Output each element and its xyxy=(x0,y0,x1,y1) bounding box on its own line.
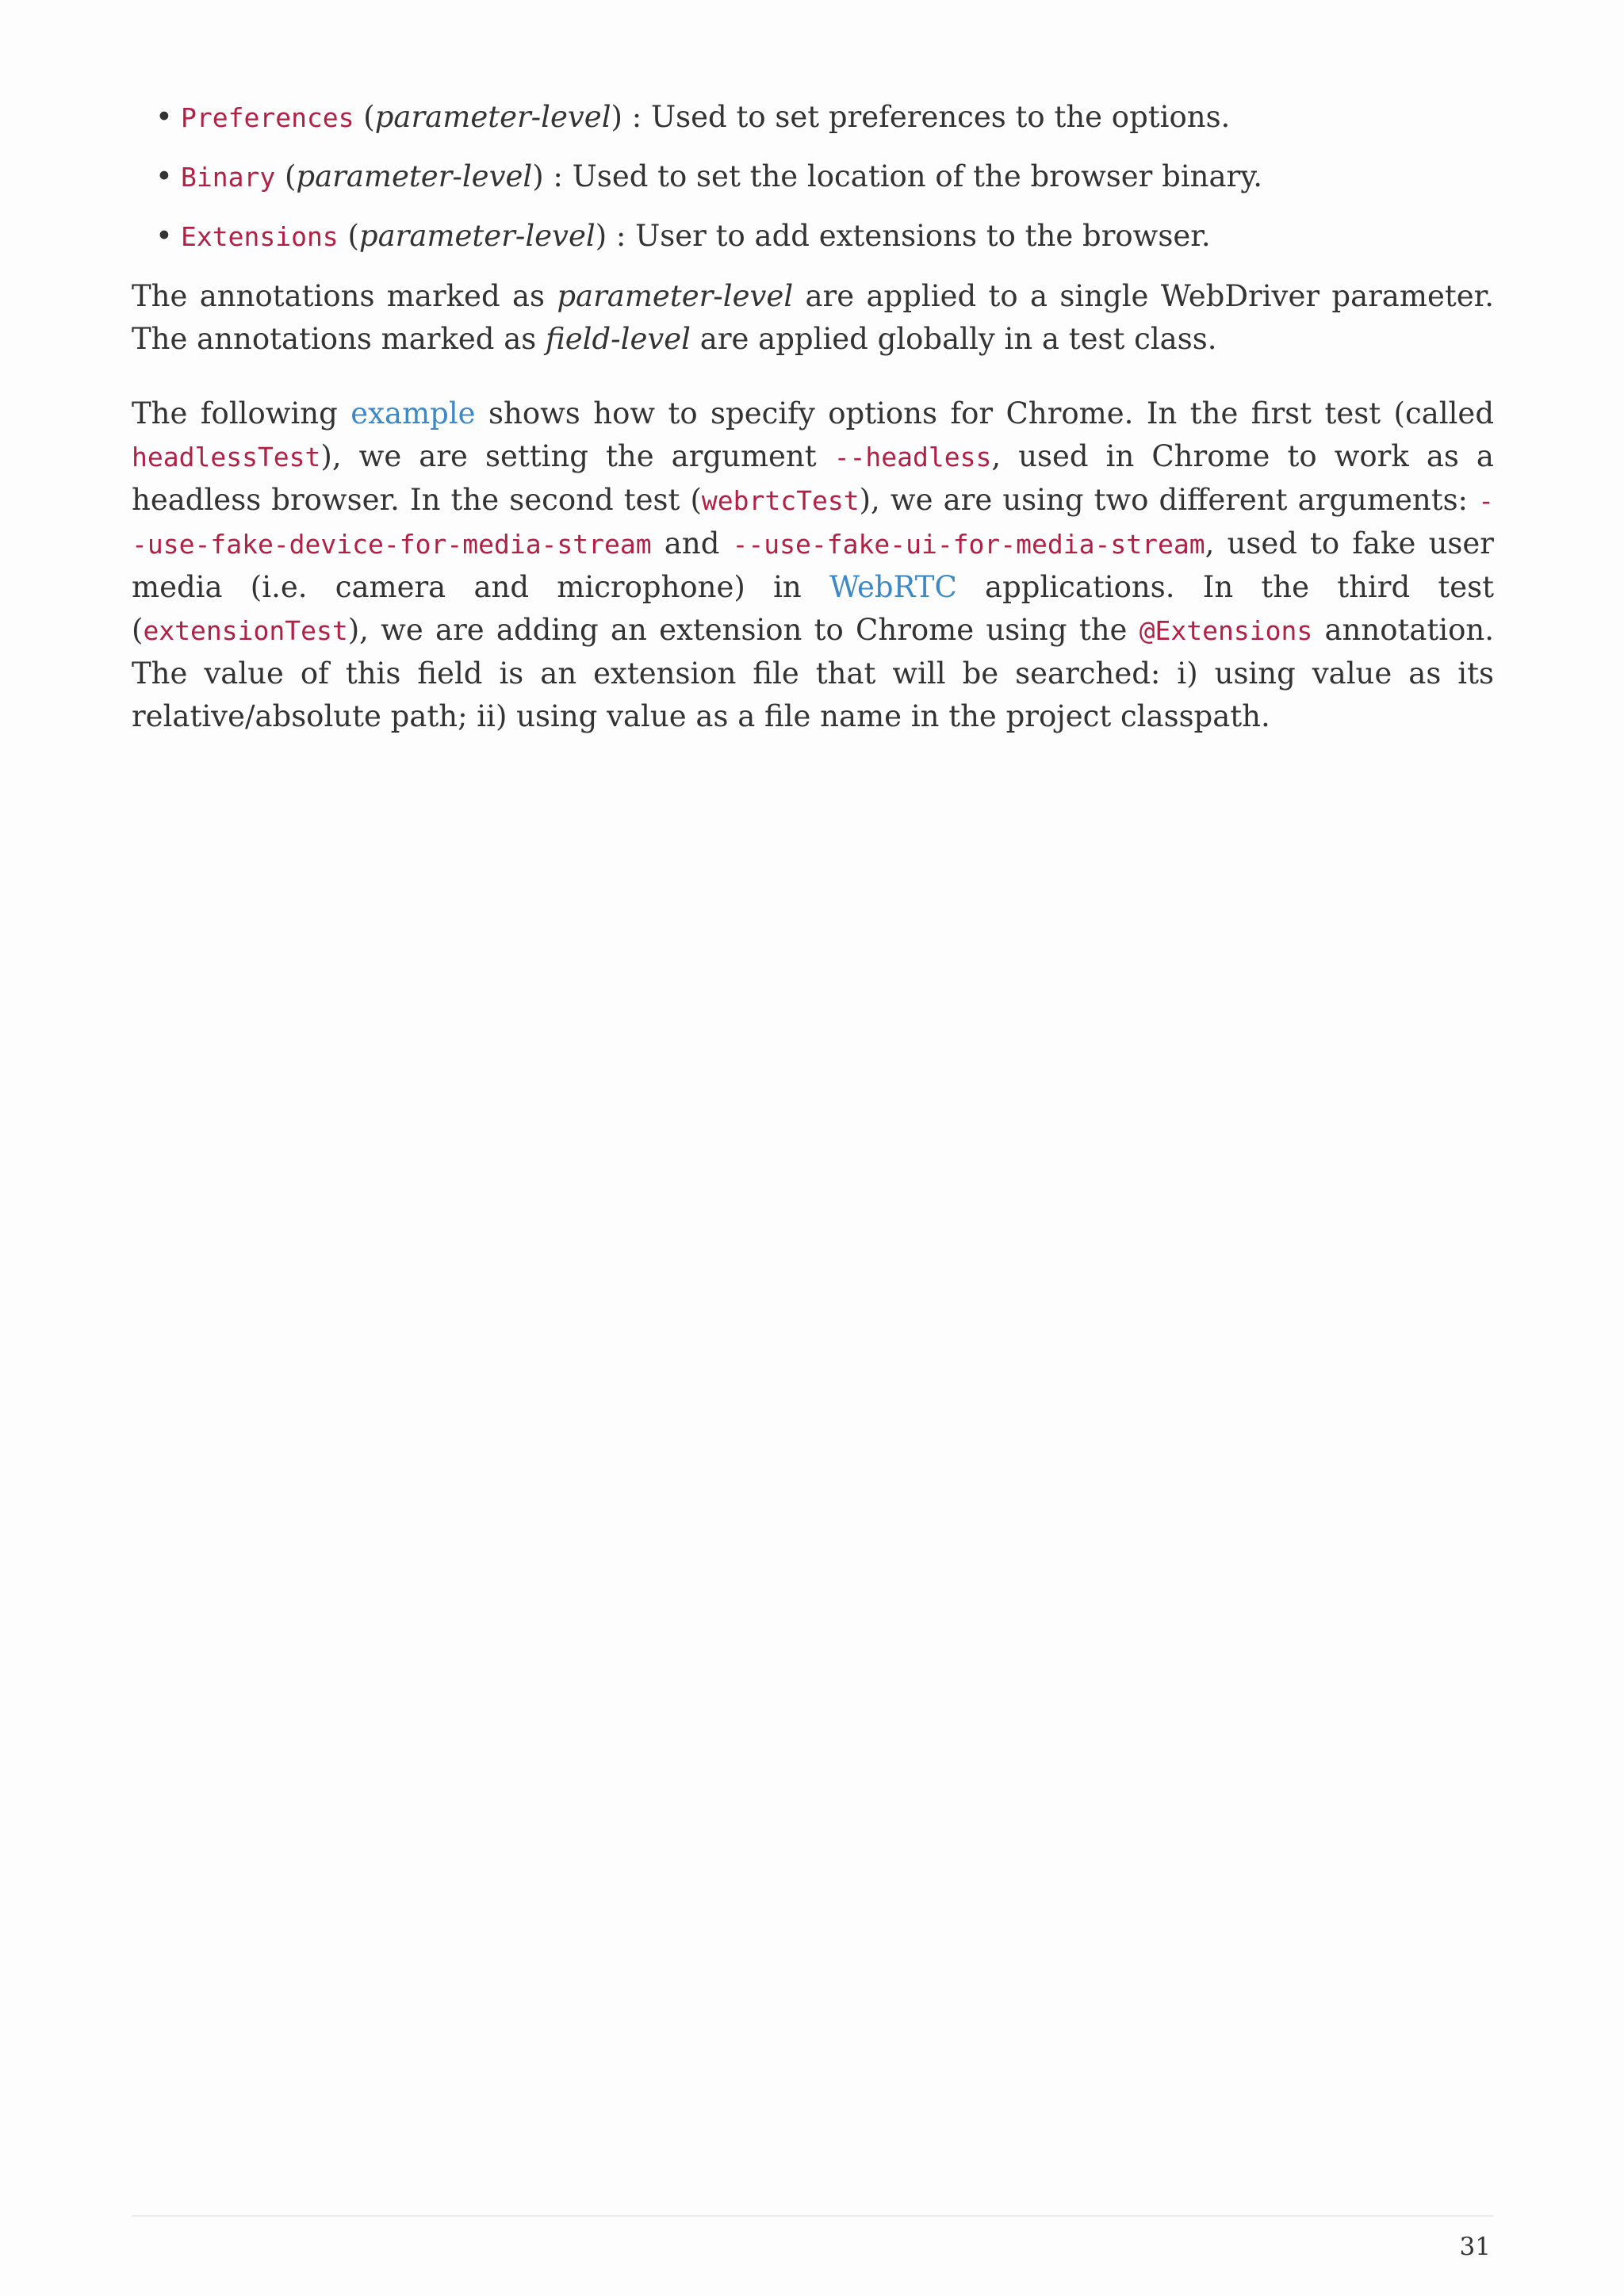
bullet-icon: • xyxy=(155,219,173,253)
bullet-icon: • xyxy=(155,100,173,134)
open-paren: ( xyxy=(354,100,375,134)
text-span: The following xyxy=(132,396,351,430)
annotation-levels-paragraph xyxy=(132,275,1494,361)
code-headless-arg: --headless xyxy=(833,442,992,473)
item-description: ) : Used to set preferences to the options. xyxy=(611,100,1231,134)
text-span: annotation. The value of this field is an extension file that will be searched: i) using value as its relative/absolute path; ii) using value as a file name in the project classpath. xyxy=(132,613,1494,733)
text-span: The annotations marked as xyxy=(132,279,557,313)
level-label: parameter-level xyxy=(374,100,611,134)
text-span: ), we are using two different arguments: xyxy=(859,483,1479,517)
text-span: ), we are adding an extension to Chrome using the xyxy=(347,613,1139,647)
bullet-icon: • xyxy=(155,159,173,193)
emphasis-field-level: field-level xyxy=(546,322,691,356)
code-webrtc-test: webrtcTest xyxy=(701,485,860,516)
webrtc-link[interactable]: WebRTC xyxy=(829,570,957,604)
text-span: are applied to a single WebDriver parameter. The annotations marked as xyxy=(132,279,1494,356)
options-list xyxy=(132,97,1494,258)
text-span: , used in Chrome to work as a headless browser. In the second test ( xyxy=(132,439,1494,517)
code-fake-ui-arg: --use-fake-ui-for-media-stream xyxy=(732,529,1205,560)
chrome-options-paragraph xyxy=(132,392,1494,738)
code-binary: Binary xyxy=(181,162,276,193)
open-paren: ( xyxy=(275,159,297,193)
code-fake-device-arg: --use-fake-device-for-media-stream xyxy=(132,485,1495,560)
text-span: , used to fake user media (i.e. camera and microphone) in xyxy=(132,526,1494,604)
page-number: 31 xyxy=(1459,2233,1491,2261)
code-extensions-annotation: @Extensions xyxy=(1139,615,1313,646)
footer-divider xyxy=(132,2215,1494,2217)
emphasis-parameter-level: parameter-level xyxy=(557,279,794,313)
list-item xyxy=(155,97,1494,139)
example-link[interactable]: example xyxy=(350,396,476,430)
open-paren: ( xyxy=(338,219,359,253)
code-extension-test: extensionTest xyxy=(143,615,348,646)
item-description: ) : Used to set the location of the browser binary. xyxy=(532,159,1262,193)
text-span: applications. In the third test ( xyxy=(132,570,1494,647)
text-span: shows how to specify options for Chrome. In the first test (called xyxy=(475,396,1495,430)
level-label: parameter-level xyxy=(358,219,596,253)
list-item xyxy=(155,216,1494,258)
text-span: and xyxy=(651,526,733,561)
text-span: are applied globally in a test class. xyxy=(691,322,1217,356)
page-content xyxy=(132,97,1494,738)
code-preferences: Preferences xyxy=(181,102,354,133)
item-description: ) : User to add extensions to the browser. xyxy=(595,219,1211,253)
list-item xyxy=(155,156,1494,198)
code-extensions: Extensions xyxy=(181,221,339,252)
code-headless-test: headlessTest xyxy=(132,442,321,473)
level-label: parameter-level xyxy=(296,159,533,193)
text-span: ), we are setting the argument xyxy=(320,439,834,473)
